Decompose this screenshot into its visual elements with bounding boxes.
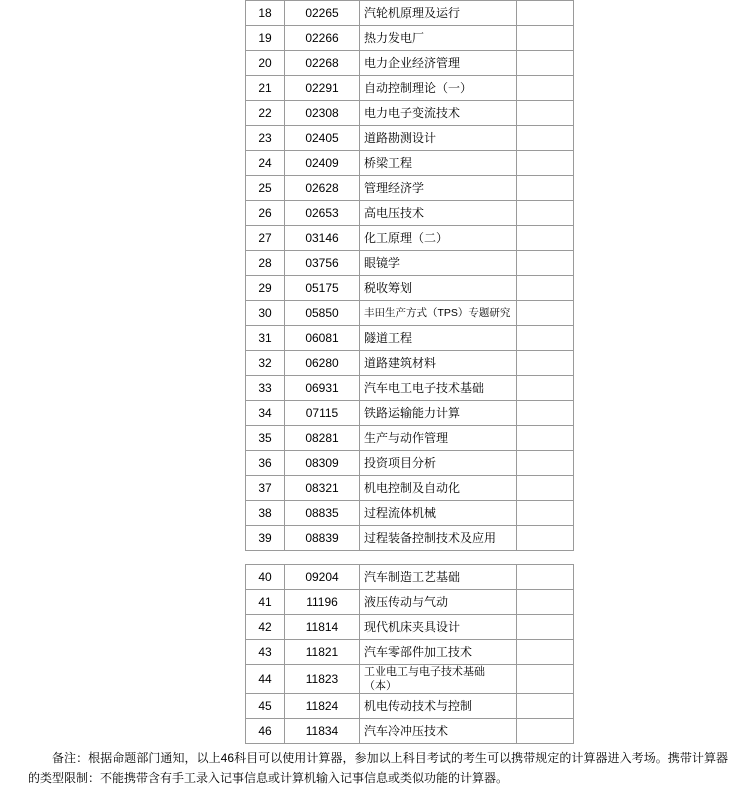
row-blank xyxy=(517,590,574,615)
row-blank xyxy=(517,501,574,526)
row-name: 热力发电厂 xyxy=(360,26,517,51)
row-blank xyxy=(517,719,574,744)
row-code: 11821 xyxy=(285,640,360,665)
row-blank xyxy=(517,176,574,201)
row-code: 02653 xyxy=(285,201,360,226)
row-no: 30 xyxy=(246,301,285,326)
row-code: 08309 xyxy=(285,451,360,476)
row-name: 过程装备控制技术及应用 xyxy=(360,526,517,551)
row-code: 06081 xyxy=(285,326,360,351)
table-row xyxy=(246,526,574,551)
row-blank xyxy=(517,476,574,501)
table-row xyxy=(246,351,574,376)
row-name: 隧道工程 xyxy=(360,326,517,351)
row-blank xyxy=(517,301,574,326)
row-blank xyxy=(517,451,574,476)
row-name: 现代机床夹具设计 xyxy=(360,615,517,640)
row-code: 02266 xyxy=(285,26,360,51)
table-row xyxy=(246,326,574,351)
row-code: 02268 xyxy=(285,51,360,76)
row-no: 45 xyxy=(246,694,285,719)
row-name: 生产与动作管理 xyxy=(360,426,517,451)
table-row xyxy=(246,640,574,665)
table-row xyxy=(246,565,574,590)
table-row xyxy=(246,151,574,176)
row-no: 20 xyxy=(246,51,285,76)
row-code: 08321 xyxy=(285,476,360,501)
row-blank xyxy=(517,126,574,151)
table-row xyxy=(246,226,574,251)
row-blank xyxy=(517,565,574,590)
table-row xyxy=(246,51,574,76)
table-row xyxy=(246,476,574,501)
row-code: 06931 xyxy=(285,376,360,401)
row-code: 05175 xyxy=(285,276,360,301)
table-row xyxy=(246,101,574,126)
row-name: 高电压技术 xyxy=(360,201,517,226)
row-no: 28 xyxy=(246,251,285,276)
row-blank xyxy=(517,151,574,176)
row-code: 02405 xyxy=(285,126,360,151)
row-blank xyxy=(517,526,574,551)
subject-table-container xyxy=(245,0,574,744)
row-code: 06280 xyxy=(285,351,360,376)
row-blank xyxy=(517,251,574,276)
row-blank xyxy=(517,226,574,251)
table-row xyxy=(246,451,574,476)
row-name: 自动控制理论（一） xyxy=(360,76,517,101)
row-name: 电力电子变流技术 xyxy=(360,101,517,126)
table-gap xyxy=(245,551,574,564)
row-no: 39 xyxy=(246,526,285,551)
row-name: 眼镜学 xyxy=(360,251,517,276)
table-row xyxy=(246,665,574,694)
row-name: 汽车制造工艺基础 xyxy=(360,565,517,590)
table-row xyxy=(246,501,574,526)
subject-table-body-one xyxy=(246,1,574,551)
subject-table-body-two xyxy=(246,565,574,744)
row-name: 液压传动与气动 xyxy=(360,590,517,615)
row-code: 11823 xyxy=(285,665,360,694)
row-blank xyxy=(517,26,574,51)
row-name: 电力企业经济管理 xyxy=(360,51,517,76)
table-row xyxy=(246,76,574,101)
row-name: 投资项目分析 xyxy=(360,451,517,476)
row-no: 29 xyxy=(246,276,285,301)
row-name: 汽车电工电子技术基础 xyxy=(360,376,517,401)
row-no: 35 xyxy=(246,426,285,451)
row-code: 03146 xyxy=(285,226,360,251)
row-code: 03756 xyxy=(285,251,360,276)
row-no: 25 xyxy=(246,176,285,201)
row-no: 18 xyxy=(246,1,285,26)
table-row xyxy=(246,426,574,451)
row-no: 24 xyxy=(246,151,285,176)
row-blank xyxy=(517,665,574,694)
table-row xyxy=(246,376,574,401)
row-code: 02265 xyxy=(285,1,360,26)
table-row xyxy=(246,201,574,226)
row-name: 过程流体机械 xyxy=(360,501,517,526)
row-no: 26 xyxy=(246,201,285,226)
row-no: 46 xyxy=(246,719,285,744)
row-name: 机电传动技术与控制 xyxy=(360,694,517,719)
row-no: 43 xyxy=(246,640,285,665)
row-name: 汽轮机原理及运行 xyxy=(360,1,517,26)
table-row xyxy=(246,301,574,326)
table-row xyxy=(246,401,574,426)
remark-note xyxy=(28,748,728,788)
row-code: 05850 xyxy=(285,301,360,326)
table-row xyxy=(246,719,574,744)
row-blank xyxy=(517,615,574,640)
row-no: 22 xyxy=(246,101,285,126)
subject-table-group-one xyxy=(245,0,574,551)
row-code: 08281 xyxy=(285,426,360,451)
row-code: 08835 xyxy=(285,501,360,526)
row-no: 19 xyxy=(246,26,285,51)
row-blank xyxy=(517,201,574,226)
row-blank xyxy=(517,694,574,719)
row-code: 09204 xyxy=(285,565,360,590)
subject-table-group-two xyxy=(245,564,574,744)
row-no: 21 xyxy=(246,76,285,101)
table-row xyxy=(246,615,574,640)
row-name: 工业电工与电子技术基础（本） xyxy=(360,665,517,694)
row-code: 11834 xyxy=(285,719,360,744)
row-blank xyxy=(517,276,574,301)
row-no: 31 xyxy=(246,326,285,351)
row-blank xyxy=(517,426,574,451)
row-no: 38 xyxy=(246,501,285,526)
row-blank xyxy=(517,376,574,401)
row-no: 36 xyxy=(246,451,285,476)
row-no: 27 xyxy=(246,226,285,251)
row-name: 化工原理（二） xyxy=(360,226,517,251)
row-no: 33 xyxy=(246,376,285,401)
table-row xyxy=(246,694,574,719)
row-code: 11824 xyxy=(285,694,360,719)
row-name: 管理经济学 xyxy=(360,176,517,201)
remark-note-text: 备注：根据命题部门通知，以上46科目可以使用计算器，参加以上科目考试的考生可以携带规定的计算器进入考场。携带计算器的类型限制：不能携带含有手工录入记事信息或计算机输入记事信息或类似功能的计算器。 xyxy=(28,751,728,785)
row-blank xyxy=(517,640,574,665)
row-name: 桥梁工程 xyxy=(360,151,517,176)
row-name: 道路勘测设计 xyxy=(360,126,517,151)
row-blank xyxy=(517,1,574,26)
row-no: 32 xyxy=(246,351,285,376)
table-row xyxy=(246,176,574,201)
row-code: 02308 xyxy=(285,101,360,126)
row-no: 42 xyxy=(246,615,285,640)
row-name: 汽车零部件加工技术 xyxy=(360,640,517,665)
table-row xyxy=(246,126,574,151)
row-name: 机电控制及自动化 xyxy=(360,476,517,501)
row-code: 11814 xyxy=(285,615,360,640)
row-blank xyxy=(517,101,574,126)
row-name: 丰田生产方式（TPS）专题研究 xyxy=(360,301,517,326)
table-row xyxy=(246,26,574,51)
row-no: 34 xyxy=(246,401,285,426)
row-blank xyxy=(517,51,574,76)
table-row xyxy=(246,590,574,615)
row-code: 02628 xyxy=(285,176,360,201)
row-code: 02409 xyxy=(285,151,360,176)
row-name: 铁路运输能力计算 xyxy=(360,401,517,426)
row-code: 02291 xyxy=(285,76,360,101)
row-name: 税收筹划 xyxy=(360,276,517,301)
row-blank xyxy=(517,76,574,101)
row-code: 07115 xyxy=(285,401,360,426)
row-no: 41 xyxy=(246,590,285,615)
table-row xyxy=(246,1,574,26)
row-blank xyxy=(517,351,574,376)
row-name: 道路建筑材料 xyxy=(360,351,517,376)
row-blank xyxy=(517,326,574,351)
row-no: 37 xyxy=(246,476,285,501)
row-code: 08839 xyxy=(285,526,360,551)
table-row xyxy=(246,276,574,301)
row-no: 23 xyxy=(246,126,285,151)
row-code: 11196 xyxy=(285,590,360,615)
row-no: 44 xyxy=(246,665,285,694)
table-row xyxy=(246,251,574,276)
row-no: 40 xyxy=(246,565,285,590)
row-blank xyxy=(517,401,574,426)
row-name: 汽车冷冲压技术 xyxy=(360,719,517,744)
